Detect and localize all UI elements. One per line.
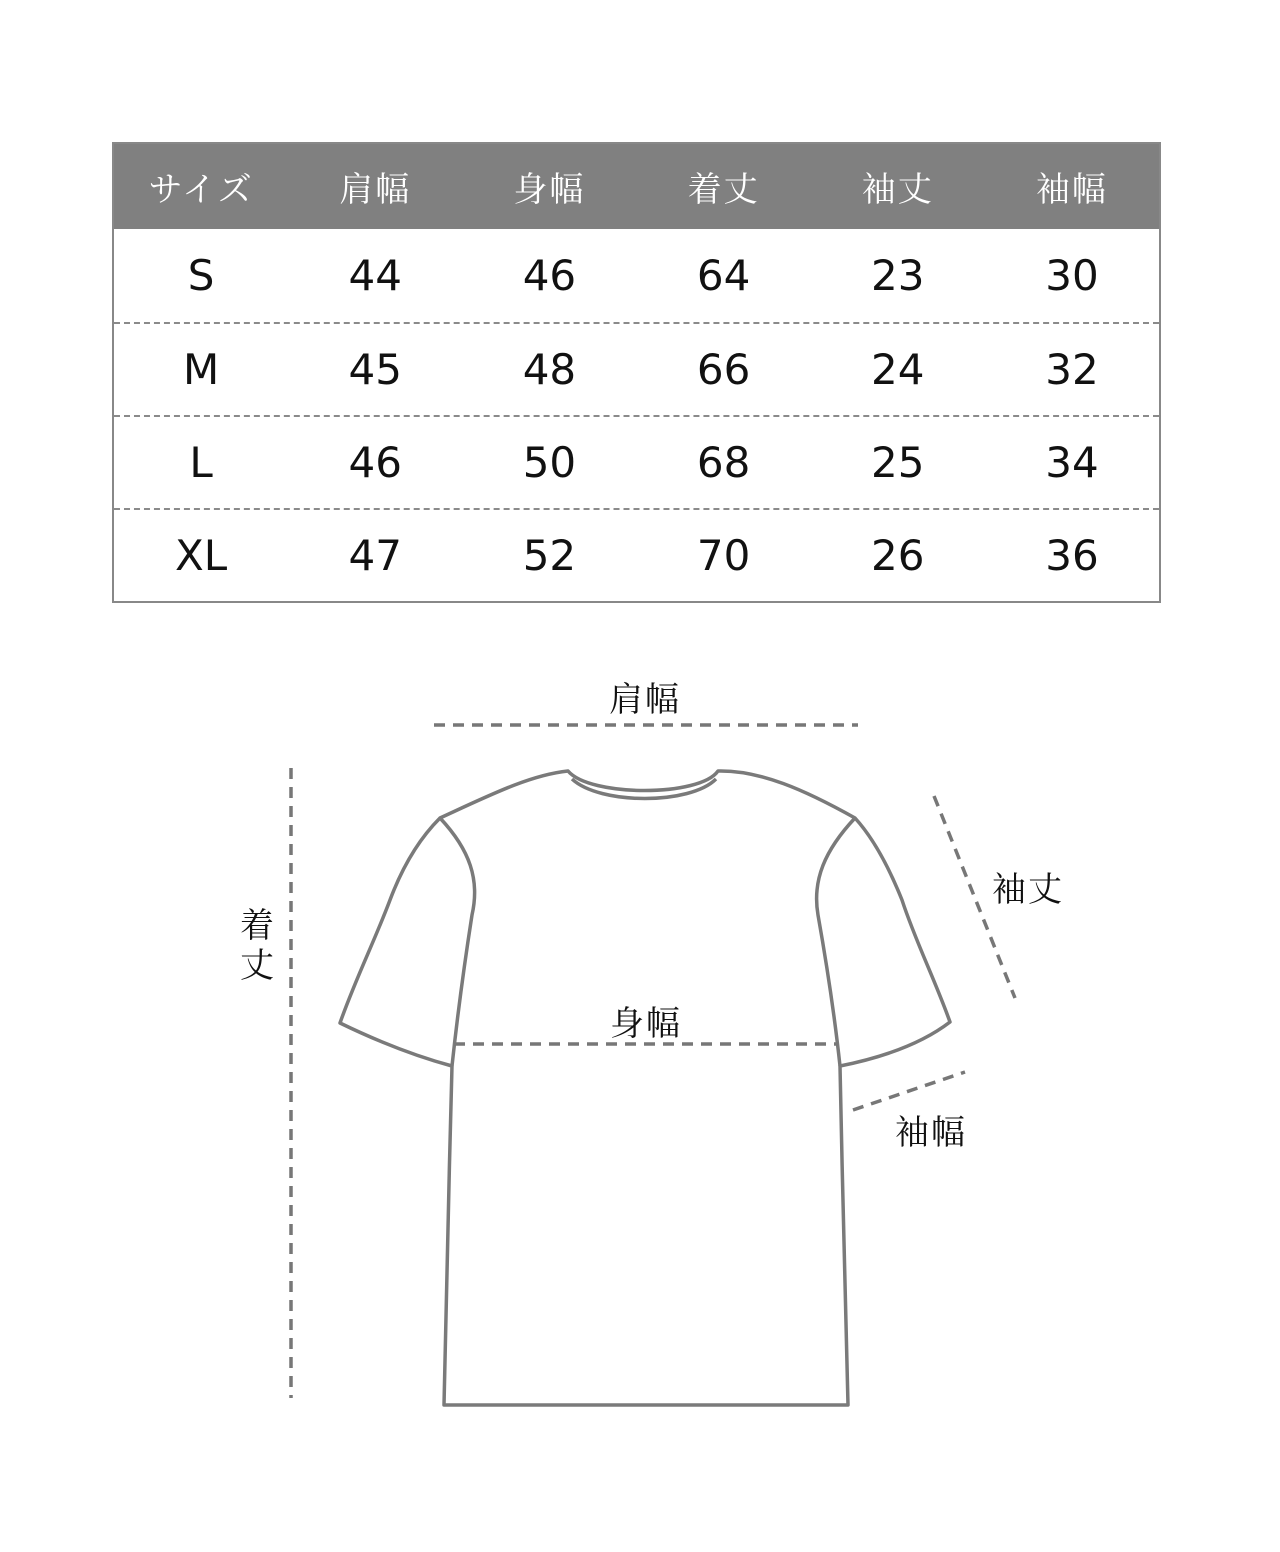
header-sleeve-width: 袖幅 [1035,170,1108,210]
table-cell: 46 [348,438,402,487]
table-cell: L [189,438,213,487]
table-cell: 47 [348,531,402,580]
table-cell: XL [175,531,228,580]
length-label-char: 丈 [240,946,274,986]
left-armhole-seam [440,818,475,1066]
body-width-label: 身幅 [610,1004,682,1044]
header-size: サイズ [148,170,254,210]
table-cell: 24 [871,345,925,394]
table-cell: 70 [696,531,751,580]
table-cell: 44 [348,251,402,300]
sleeve-width-label: 袖幅 [895,1113,967,1153]
table-cell: 26 [871,531,925,580]
table-cell: M [182,345,220,394]
table-cell: 52 [522,531,577,580]
table-cell: 64 [696,251,751,300]
header-shoulder-width: 肩幅 [339,170,412,210]
sleeve-length-label: 袖丈 [992,870,1064,910]
table-cell: 46 [522,251,577,300]
shoulder-width-label: 肩幅 [609,680,681,720]
table-cell: 68 [696,438,751,487]
table-cell: 34 [1045,438,1099,487]
table-cell: 45 [348,345,402,394]
table-cell: 48 [522,345,577,394]
header-body-width: 身幅 [513,170,586,210]
right-armhole-seam [817,818,855,1066]
table-cell: 50 [522,438,577,487]
table-cell: 30 [1045,251,1099,300]
table-cell: 32 [1045,345,1099,394]
length-label [237,906,277,986]
tshirt-outline [340,771,950,1405]
table-cell: 66 [696,345,751,394]
table-cell: 25 [871,438,925,487]
table-cell: S [187,251,215,300]
length-label-char: 着 [240,906,274,946]
table-cell: 23 [871,251,925,300]
header-length: 着丈 [687,170,760,210]
table-cell: 36 [1045,531,1099,580]
header-sleeve-length: 袖丈 [861,170,934,210]
